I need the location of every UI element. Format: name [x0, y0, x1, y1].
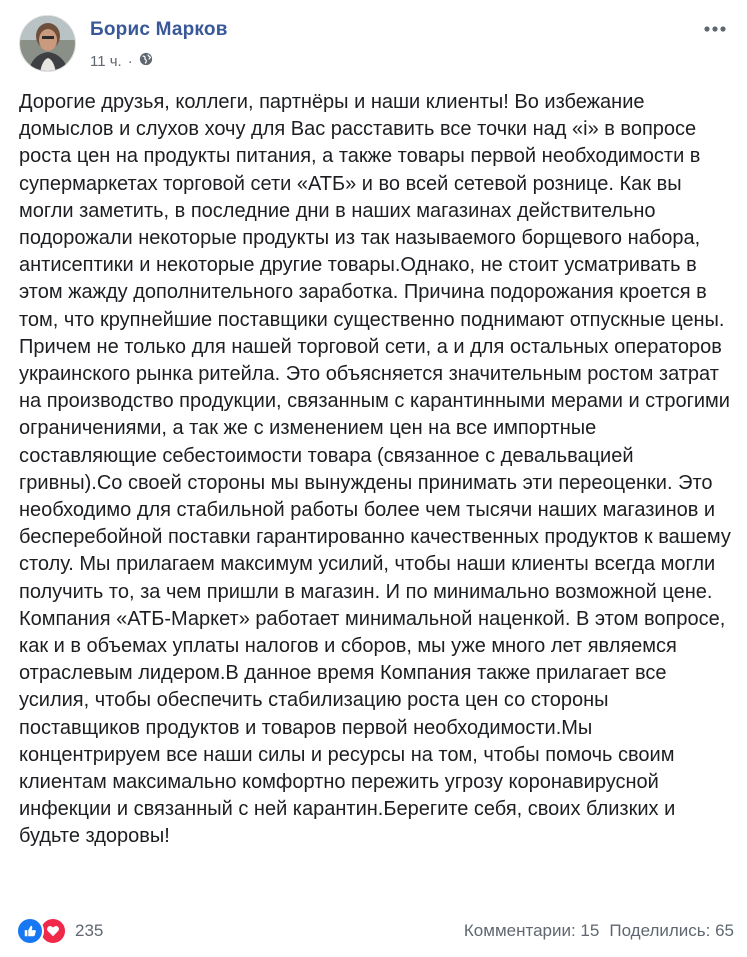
post-stats — [464, 921, 734, 941]
text-line: набора, антисептики и некоторые другие товары.Однако, не стоит — [19, 227, 701, 277]
text-line: домыслов и слухов хочу для Вас расставить все точки над «і» в вопросе — [19, 118, 697, 141]
text-line: Дорогие друзья, коллеги, партнёры и наши клиенты! Во избежание — [19, 91, 645, 113]
shares-count-link[interactable]: Поделились: 65 — [609, 921, 734, 940]
text-line: максимум усилий, чтобы наши клиенты всегда могли получить то, за — [19, 553, 716, 603]
text-line: подорожания кроется в том, что крупнейшие поставщики существенно — [19, 281, 707, 331]
meta-separator: · — [127, 52, 133, 70]
text-line: связанным с карантинными мерами и строгими ограничениями, а так же — [19, 390, 730, 440]
text-line: «АТБ-Маркет» работает минимальной наценкой. В этом вопросе, как и в — [19, 607, 726, 658]
text-line: роста цен на продукты питания, а также товары первой необходимости — [19, 145, 685, 168]
like-icon — [16, 917, 44, 945]
text-line: отраслевым лидером.В данное время Компания также прилагает все — [19, 662, 667, 685]
text-line: инфекции и связанный с ней карантин.Берегите себя, своих близких и — [19, 798, 676, 821]
text-line: объясняется значительным ростом затрат на производство продукции, — [19, 363, 719, 413]
text-line: товара (связанное с девальвацией гривны).Со своей стороны мы — [19, 444, 634, 494]
text-line: усилия, чтобы обеспечить стабилизацию роста цен со стороны — [19, 689, 609, 712]
avatar[interactable] — [19, 15, 76, 72]
avatar-photo — [20, 16, 76, 72]
text-line: подорожали некоторые продукты из так называемого борщевого — [19, 227, 623, 250]
text-line: клиентам максимально комфортно пережить угрозу коронавирусной — [19, 771, 659, 794]
text-line: вынуждены принимать эти переоценки. Это необходимо для стабильной — [19, 471, 713, 522]
text-line: объемах уплаты налогов и сборов, мы уже много лет являемся — [86, 635, 677, 658]
text-line: поднимают отпускные цены. Причем не только для нашей торговой — [19, 308, 725, 358]
post-timestamp[interactable]: 11 ч. — [90, 52, 122, 70]
post-meta — [90, 52, 153, 70]
post-text — [19, 89, 731, 851]
text-line: работы более чем тысячи наших магазинов и бесперебойной поставки — [19, 499, 716, 549]
text-line: поставщиков продуктов и товаров первой необходимости.Мы — [19, 716, 593, 739]
text-line: с изменением цен на все импортные составляющие себестоимости — [19, 417, 597, 467]
text-line: в супермаркетах торговой сети «АТБ» и во всей сетевой рознице. Как вы — [19, 145, 701, 195]
post-footer — [16, 918, 734, 944]
text-line: сети, а и для остальных операторов украинского рынка ритейла. Это — [19, 335, 722, 386]
text-line: концентрируем все наши силы и ресурсы на том, чтобы помочь своим — [19, 743, 675, 766]
text-line: чем пришли в магазин. И по минимально возможной цене. Компания — [19, 580, 713, 630]
reactions-summary[interactable] — [16, 917, 103, 945]
reactions-count: 235 — [75, 921, 104, 940]
globe-icon[interactable] — [139, 52, 153, 70]
author-name[interactable]: Борис Марков — [90, 19, 228, 40]
text-line: будьте здоровы! — [19, 825, 170, 848]
text-line: усматривать в этом жажду дополнительного заработка. Причина — [19, 254, 697, 304]
more-horizontal-icon[interactable] — [700, 14, 730, 44]
comments-count-link[interactable]: Комментарии: 15 — [463, 921, 600, 940]
text-line: гарантированно качественных продуктов к вашему столу. Мы прилагаем — [19, 526, 731, 576]
text-line: могли заметить, в последние дни в наших магазинах действительно — [19, 199, 656, 222]
